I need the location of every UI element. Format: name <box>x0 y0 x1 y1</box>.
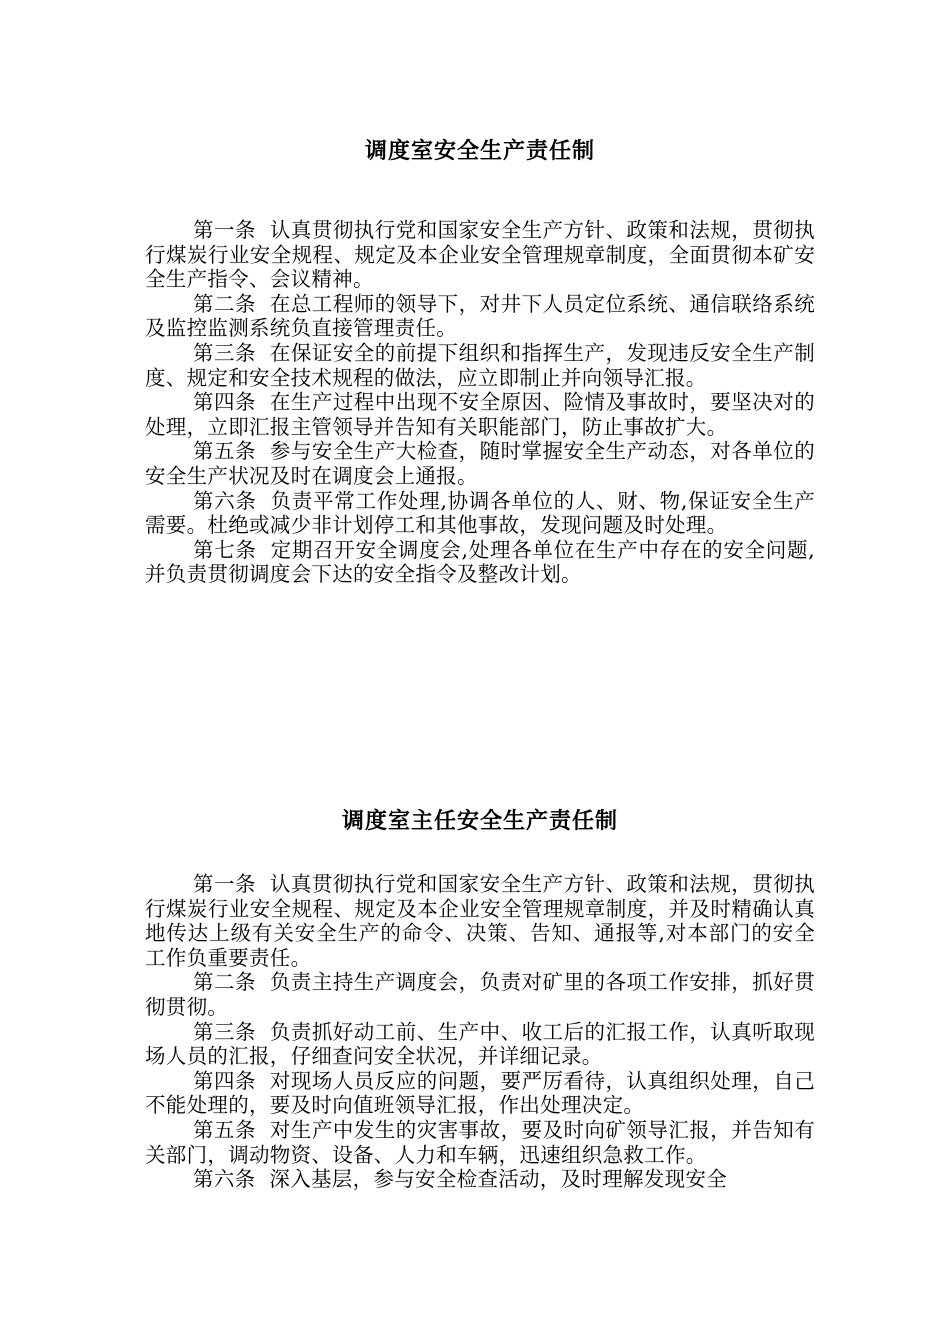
article-text: 认真贯彻执行党和国家安全生产方针、政策和法规，贯彻执行煤炭行业安全规程、规定及本企业安全管理规章制度，并及时精确认真地传达上级有关安全生产的命令、决策、告知、通报等,对本部门的安全工作负重要责任。 <box>145 872 815 970</box>
article-1 <box>145 218 815 292</box>
article-text: 在生产过程中出现不安全原因、险情及事故时，要坚决对的处理，立即汇报主管领导并告知有关职能部门，防止事故扩大。 <box>145 390 815 439</box>
article-6 <box>145 1167 815 1192</box>
article-text: 在保证安全的前提下组织和指挥生产，发现违反安全生产制度、规定和安全技术规程的做法，应立即制止并向领导汇报。 <box>145 340 815 390</box>
article-7 <box>145 538 815 587</box>
article-2 <box>145 970 815 1019</box>
article-text: 深入基层，参与安全检查活动，及时理解发现安全 <box>269 1167 728 1192</box>
article-number: 第二条 <box>193 970 256 995</box>
article-6 <box>145 489 815 538</box>
article-number: 第六条 <box>193 1167 256 1192</box>
article-number: 第三条 <box>193 340 256 365</box>
article-5 <box>145 439 815 488</box>
article-3 <box>145 1020 815 1069</box>
dispatch-director-section <box>145 806 815 1192</box>
article-number: 第一条 <box>193 218 256 242</box>
article-text: 对生产中发生的灾害事故，要及时向矿领导汇报，并告知有关部门，调动物资、设备、人力和车辆，迅速组织急救工作。 <box>145 1117 815 1167</box>
article-2 <box>145 292 815 341</box>
article-text: 定期召开安全调度会,处理各单位在生产中存在的安全问题,并负责贯彻调度会下达的安全指令及整改计划。 <box>145 537 815 587</box>
article-number: 第五条 <box>193 1117 256 1142</box>
article-text: 认真贯彻执行党和国家安全生产方针、政策和法规，贯彻执行煤炭行业安全规程、规定及本企业安全管理规章制度，全面贯彻本矿安全生产指令、会议精神。 <box>145 218 815 292</box>
section-title: 调度室主任安全生产责任制 <box>341 808 618 834</box>
dispatch-room-section <box>145 136 815 587</box>
article-1 <box>145 872 815 970</box>
section-title: 调度室安全生产责任制 <box>364 138 595 164</box>
article-3 <box>145 341 815 390</box>
article-number: 第三条 <box>193 1019 256 1044</box>
article-number: 第五条 <box>193 439 256 464</box>
article-number: 第四条 <box>193 390 256 415</box>
article-text: 负责平常工作处理,协调各单位的人、财、物,保证安全生产需要。杜绝或减少非计划停工和其他事故，发现问题及时处理。 <box>145 488 815 538</box>
article-text: 对现场人员反应的问题，要严厉看待，认真组织处理，自己不能处理的，要及时向值班领导汇报，作出处理决定。 <box>145 1068 815 1118</box>
article-4 <box>145 390 815 439</box>
article-text: 负责抓好动工前、生产中、收工后的汇报工作，认真听取现场人员的汇报，仔细查问安全状况，并详细记录。 <box>145 1019 815 1069</box>
article-number: 第六条 <box>193 488 257 513</box>
article-text: 参与安全生产大检查，随时掌握安全生产动态，对各单位的安全生产状况及时在调度会上通报。 <box>145 439 815 488</box>
article-number: 第四条 <box>193 1068 256 1093</box>
article-number: 第二条 <box>193 291 256 316</box>
article-number: 第七条 <box>193 537 257 562</box>
article-text: 在总工程师的领导下，对井下人员定位系统、通信联络系统及监控监测系统负直接管理责任。 <box>145 291 815 341</box>
article-text: 负责主持生产调度会，负责对矿里的各项工作安排，抓好贯彻贯彻。 <box>145 970 815 1019</box>
article-4 <box>145 1069 815 1118</box>
article-5 <box>145 1118 815 1167</box>
article-number: 第一条 <box>193 872 256 896</box>
